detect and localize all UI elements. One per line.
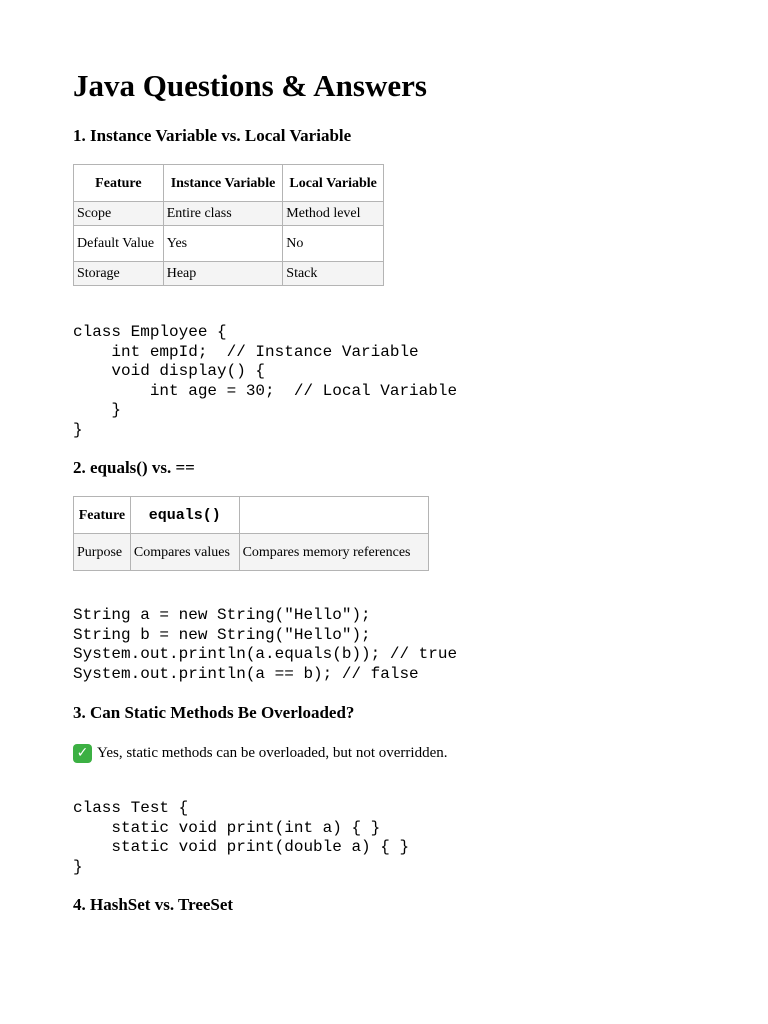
table-cell: Storage [74, 262, 164, 286]
table-cell: Stack [283, 262, 384, 286]
check-icon: ✓ [73, 744, 92, 763]
table-cell: Entire class [163, 202, 283, 226]
table-row [74, 226, 384, 262]
code-block-employee: class Employee { int empId; // Instance Variable void display() { int age = 30; // Local Variable } } [73, 323, 458, 439]
table-header-cell: Local Variable [283, 165, 384, 202]
table-cell: Compares values [130, 534, 239, 571]
section-3-heading: 3. Can Static Methods Be Overloaded? [73, 703, 355, 722]
table-header-cell: equals() [130, 497, 239, 534]
table-header-row [74, 497, 429, 534]
table-header-cell: Feature [74, 497, 131, 534]
code-block-string-compare: String a = new String("Hello"); String b = new String("Hello"); System.out.println(a.equals(b)); // true System.out.println(a == b); // false [73, 606, 458, 683]
table-cell: Default Value [74, 226, 164, 262]
section-2-heading: 2. equals() vs. == [73, 458, 195, 477]
page-title: Java Questions & Answers [73, 68, 427, 103]
table-row [74, 202, 384, 226]
table-cell: Purpose [74, 534, 131, 571]
code-block-test-class: class Test { static void print(int a) { } static void print(double a) { } } [73, 799, 410, 876]
section-4-heading: 4. HashSet vs. TreeSet [73, 895, 234, 914]
table-header-cell: Instance Variable [163, 165, 283, 202]
table-header-row [74, 165, 384, 202]
table-row [74, 262, 384, 286]
table-cell: Heap [163, 262, 283, 286]
table-row [74, 534, 429, 571]
section-1-heading: 1. Instance Variable vs. Local Variable [73, 126, 352, 145]
instance-vs-local-table [73, 164, 384, 286]
table-cell: Compares memory references [239, 534, 428, 571]
note-text: Yes, static methods can be overloaded, but not overridden. [97, 745, 448, 761]
table-header-cell [239, 497, 428, 534]
table-cell: Method level [283, 202, 384, 226]
table-cell: Yes [163, 226, 283, 262]
table-cell: Scope [74, 202, 164, 226]
equals-vs-operator-table [73, 496, 429, 571]
static-overload-note [73, 742, 447, 764]
table-cell: No [283, 226, 384, 262]
table-header-cell: Feature [74, 165, 164, 202]
